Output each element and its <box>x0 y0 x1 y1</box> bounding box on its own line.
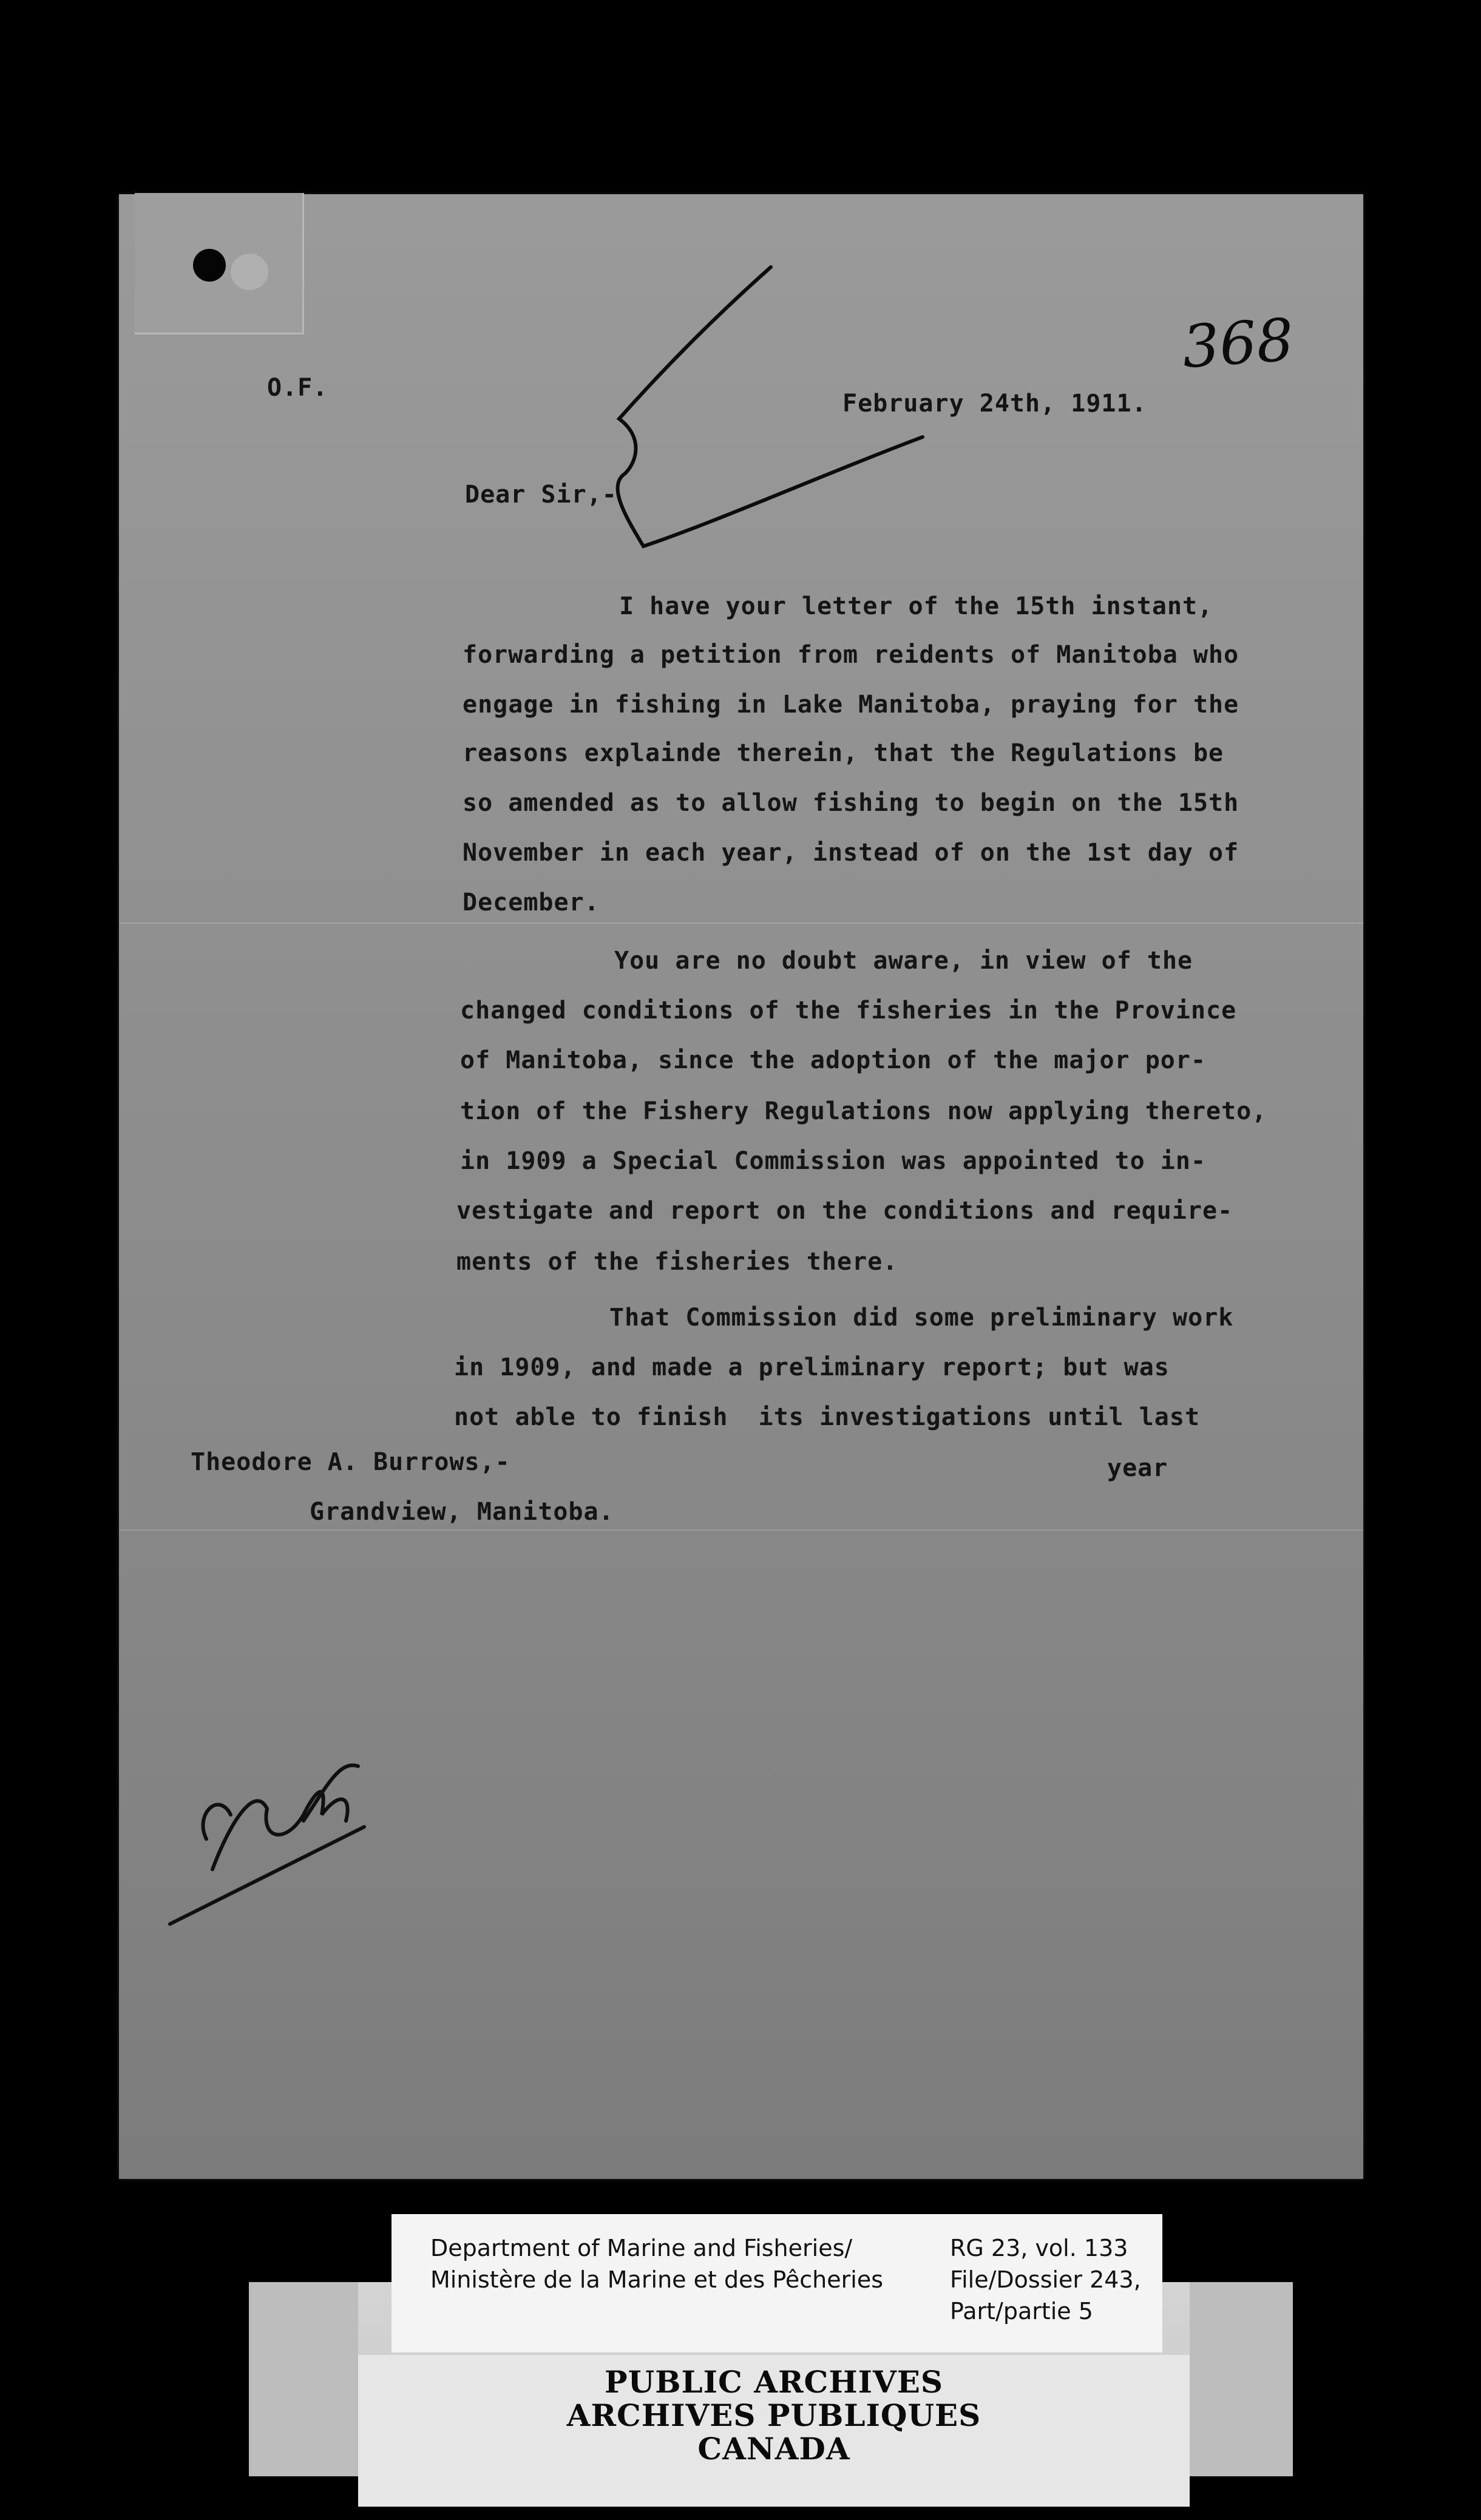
body-line: forwarding a petition from reidents of Manitoba who <box>463 641 1239 669</box>
stamp-line-1: PUBLIC ARCHIVES <box>605 2364 943 2400</box>
initials-signature <box>203 1765 358 1869</box>
body-line: I have your letter of the 15th instant, <box>619 592 1213 620</box>
addressee-name: Theodore A. Burrows,- <box>191 1448 510 1476</box>
body-line: in 1909, and made a preliminary report; but was <box>454 1353 1170 1381</box>
reference-initials: O.F. <box>267 374 328 402</box>
salutation: Dear Sir,- <box>465 481 617 509</box>
body-line: That Commission did some preliminary work <box>609 1304 1234 1332</box>
body-line: November in each year, instead of on the 1st day of <box>463 839 1239 867</box>
body-line: so amended as to allow fishing to begin on the 15th <box>463 789 1239 817</box>
body-line: You are no doubt aware, in view of the <box>614 947 1193 975</box>
signature-underline <box>170 1827 364 1924</box>
stamp-edge <box>249 2282 358 2476</box>
department-english: Department of Marine and Fisheries/ <box>430 2235 853 2261</box>
body-line: December. <box>463 889 600 916</box>
body-line: not able to finish its investigations until last <box>454 1403 1201 1431</box>
folio-number: 368 <box>1180 305 1296 382</box>
addressee-place: Grandview, Manitoba. <box>310 1498 614 1526</box>
body-line: vestigate and report on the conditions and require- <box>456 1197 1233 1225</box>
reference-block <box>950 2232 1141 2327</box>
body-line: in 1909 a Special Commission was appointed to in- <box>460 1147 1207 1175</box>
body-line: of Manitoba, since the adoption of the major por- <box>460 1046 1207 1074</box>
part-number: Part/partie 5 <box>950 2298 1093 2325</box>
letter-date: February 24th, 1911. <box>842 390 1147 418</box>
continuation-word: year <box>1107 1454 1168 1482</box>
stamp-edge <box>1190 2282 1293 2476</box>
stamp-line-2: ARCHIVES PUBLIQUES <box>566 2397 981 2433</box>
pen-stroke-mark <box>618 267 923 546</box>
record-group: RG 23, vol. 133 <box>950 2235 1128 2261</box>
file-number: File/Dossier 243, <box>950 2266 1141 2293</box>
body-line: changed conditions of the fisheries in the Province <box>460 997 1237 1025</box>
body-line: reasons explainde therein, that the Regulations be <box>463 739 1224 767</box>
archive-reference-label <box>391 2214 1162 2352</box>
body-line: tion of the Fishery Regulations now applying thereto, <box>460 1097 1267 1125</box>
stamp-line-3: CANADA <box>697 2431 850 2467</box>
body-line: engage in fishing in Lake Manitoba, praying for the <box>463 691 1239 719</box>
body-line: ments of the fisheries there. <box>456 1248 898 1276</box>
department-french: Ministère de la Marine et des Pêcheries <box>430 2266 883 2293</box>
department-block <box>430 2232 883 2295</box>
